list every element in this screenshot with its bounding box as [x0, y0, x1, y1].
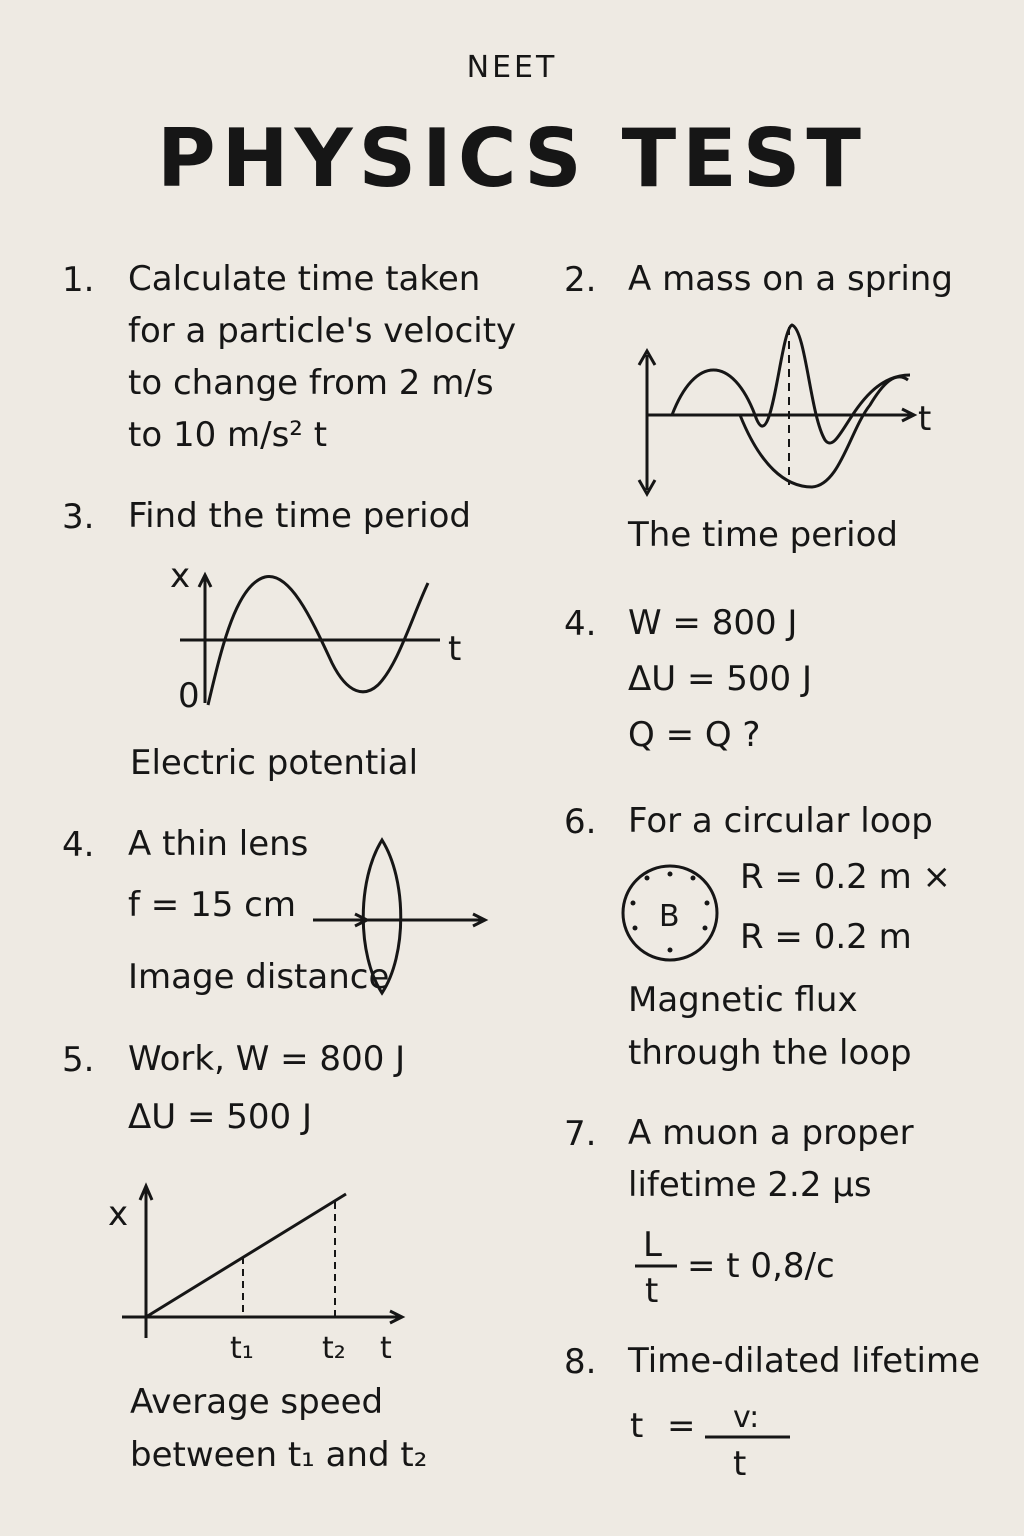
question-text-line: Image distance — [128, 957, 390, 997]
position-line — [146, 1194, 346, 1317]
radius-value: R = 0.2 m × — [740, 857, 952, 897]
graph-caption: The time period — [628, 515, 898, 555]
field-label: B — [659, 899, 680, 934]
equation-line: Q = Q ? — [628, 715, 761, 755]
spring-wave-graph — [620, 315, 950, 500]
question-number: 6. — [564, 802, 597, 842]
question-text-line: A muon a proper — [628, 1113, 914, 1153]
equation-line: ΔU = 500 J — [128, 1097, 312, 1137]
field-dot — [668, 948, 673, 953]
y-axis-label: x — [170, 556, 191, 596]
page-title: PHYSICS TEST — [157, 112, 867, 205]
muon-equation — [625, 1222, 885, 1310]
question-text-line: A thin lens — [128, 824, 309, 864]
wave-curve-a — [672, 325, 910, 443]
equation-line: ΔU = 500 J — [628, 659, 812, 699]
field-dot — [703, 926, 708, 931]
lens-shape — [363, 840, 401, 993]
question-number: 1. — [62, 260, 95, 300]
question-number: 5. — [62, 1040, 95, 1080]
question-text: For a circular loop — [628, 801, 933, 841]
question-number: 7. — [564, 1114, 597, 1154]
field-dot — [645, 876, 650, 881]
fraction-numerator: v: — [733, 1400, 760, 1435]
field-dot — [633, 926, 638, 931]
equation-line: W = 800 J — [628, 603, 798, 643]
fraction-numerator: L — [643, 1225, 662, 1265]
time-dilation-equation — [625, 1395, 815, 1483]
question-text: Time-dilated lifetime — [628, 1341, 981, 1381]
question-text-line: to change from 2 m/s — [128, 363, 494, 403]
t-axis-label: t — [918, 399, 932, 439]
position-time-graph — [100, 1170, 420, 1370]
question-text-line: to 10 m/s² t — [128, 415, 328, 455]
fraction-denominator: t — [645, 1271, 659, 1310]
caption-line: Magnetic flux — [628, 980, 858, 1020]
question-text-line: f = 15 cm — [128, 885, 296, 925]
caption-line: through the loop — [628, 1033, 912, 1073]
graph-caption: Electric potential — [130, 743, 419, 783]
wave-curve-b — [740, 377, 908, 487]
question-number: 4. — [62, 825, 95, 865]
t-axis-label: t — [380, 1331, 392, 1366]
t2-label: t₂ — [322, 1331, 346, 1366]
circular-loop-diagram — [615, 858, 725, 968]
question-number: 8. — [564, 1342, 597, 1382]
field-dot — [631, 901, 636, 906]
question-text: A mass on a spring — [628, 259, 953, 299]
sine-wave-graph — [160, 555, 480, 715]
thin-lens-diagram — [305, 835, 495, 1000]
question-number: 3. — [62, 497, 95, 537]
t-axis-label: t — [448, 629, 462, 669]
field-dot — [668, 872, 673, 877]
field-dot — [705, 901, 710, 906]
equation-lhs: t — [630, 1406, 644, 1446]
fraction-denominator: t — [733, 1444, 747, 1483]
question-text-line: for a particle's velocity — [128, 311, 517, 351]
equation-line: Work, W = 800 J — [128, 1039, 406, 1079]
equals-sign: = — [667, 1406, 696, 1446]
question-number: 4. — [564, 604, 597, 644]
question-number: 2. — [564, 260, 597, 300]
origin-label: 0 — [178, 676, 200, 715]
t1-label: t₁ — [230, 1331, 254, 1366]
radius-value: R = 0.2 m — [740, 917, 912, 957]
question-text: Find the time period — [128, 496, 472, 536]
page-subtitle: NEET — [466, 50, 558, 85]
caption-line: Average speed — [130, 1382, 384, 1422]
equation-rest: = t 0,8/c — [687, 1246, 835, 1286]
y-axis-label: x — [108, 1194, 129, 1234]
caption-line: between t₁ and t₂ — [130, 1435, 428, 1475]
field-dot — [691, 876, 696, 881]
question-text-line: lifetime 2.2 μs — [628, 1165, 872, 1205]
question-text-line: Calculate time taken — [128, 259, 481, 299]
